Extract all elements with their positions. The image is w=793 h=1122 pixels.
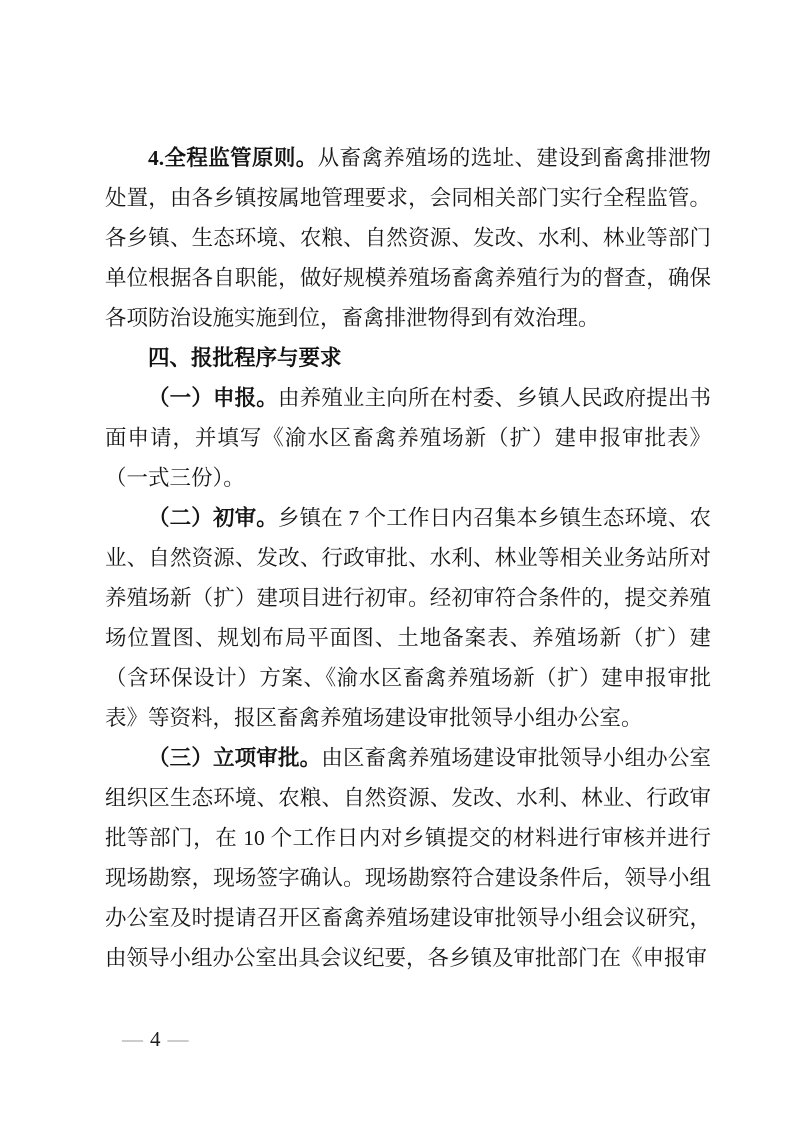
- page-number-dash-left: —: [122, 1027, 143, 1051]
- section-heading-approval-procedure: 四、报批程序与要求: [148, 346, 342, 370]
- paragraph-preliminary-review: [105, 498, 711, 738]
- paragraph-lead-declaration: （一）申报。: [148, 386, 278, 410]
- paragraph-lead-supervision: 4.全程监管原则。: [148, 146, 318, 170]
- page-number-value: 4: [150, 1027, 161, 1051]
- paragraph-lead-preliminary-review: （二）初审。: [148, 506, 278, 530]
- page-number-dash-right: —: [167, 1027, 189, 1051]
- page-number: [122, 1026, 189, 1052]
- paragraph-declaration: [105, 378, 711, 498]
- paragraph-text-supervision: 从畜禽养殖场的选址、建设到畜禽排泄物处置，由各乡镇按属地管理要求，会同相关部门实行全程监管。各乡镇、生态环境、农粮、自然资源、发改、水利、林业等部门单位根据各自职能，做好规模养殖场畜禽养殖行为的督查，确保各项防治设施实施到位，畜禽排泄物得到有效治理。: [105, 146, 711, 330]
- paragraph-full-supervision-principle: [105, 138, 711, 338]
- paragraph-project-approval: [105, 738, 711, 978]
- document-body: [105, 138, 711, 978]
- paragraph-text-project-approval: 由区畜禽养殖场建设审批领导小组办公室组织区生态环境、农粮、自然资源、发改、水利、林业、行政审批等部门，在 10 个工作日内对乡镇提交的材料进行审核并进行现场勘察，现场签字确认。现场勘察符合建设条件后，领导小组办公室及时提请召开区畜禽养殖场建设审批领导小组会议研究，由领导小组办公室出具会议纪要，各乡镇及审批部门在《申报审: [105, 746, 711, 970]
- paragraph-lead-project-approval: （三）立项审批。: [148, 746, 322, 770]
- paragraph-text-declaration: 由养殖业主向所在村委、乡镇人民政府提出书面申请，并填写《渝水区畜禽养殖场新（扩）建申报审批表》（一式三份）。: [105, 386, 711, 490]
- paragraph-text-preliminary-review: 乡镇在 7 个工作日内召集本乡镇生态环境、农业、自然资源、发改、行政审批、水利、林业等相关业务站所对养殖场新（扩）建项目进行初审。经初审符合条件的，提交养殖场位置图、规划布局平面图、土地备案表、养殖场新（扩）建（含环保设计）方案、《渝水区畜禽养殖场新（扩）建申报审批表》等资料，报区畜禽养殖场建设审批领导小组办公室。: [105, 506, 711, 730]
